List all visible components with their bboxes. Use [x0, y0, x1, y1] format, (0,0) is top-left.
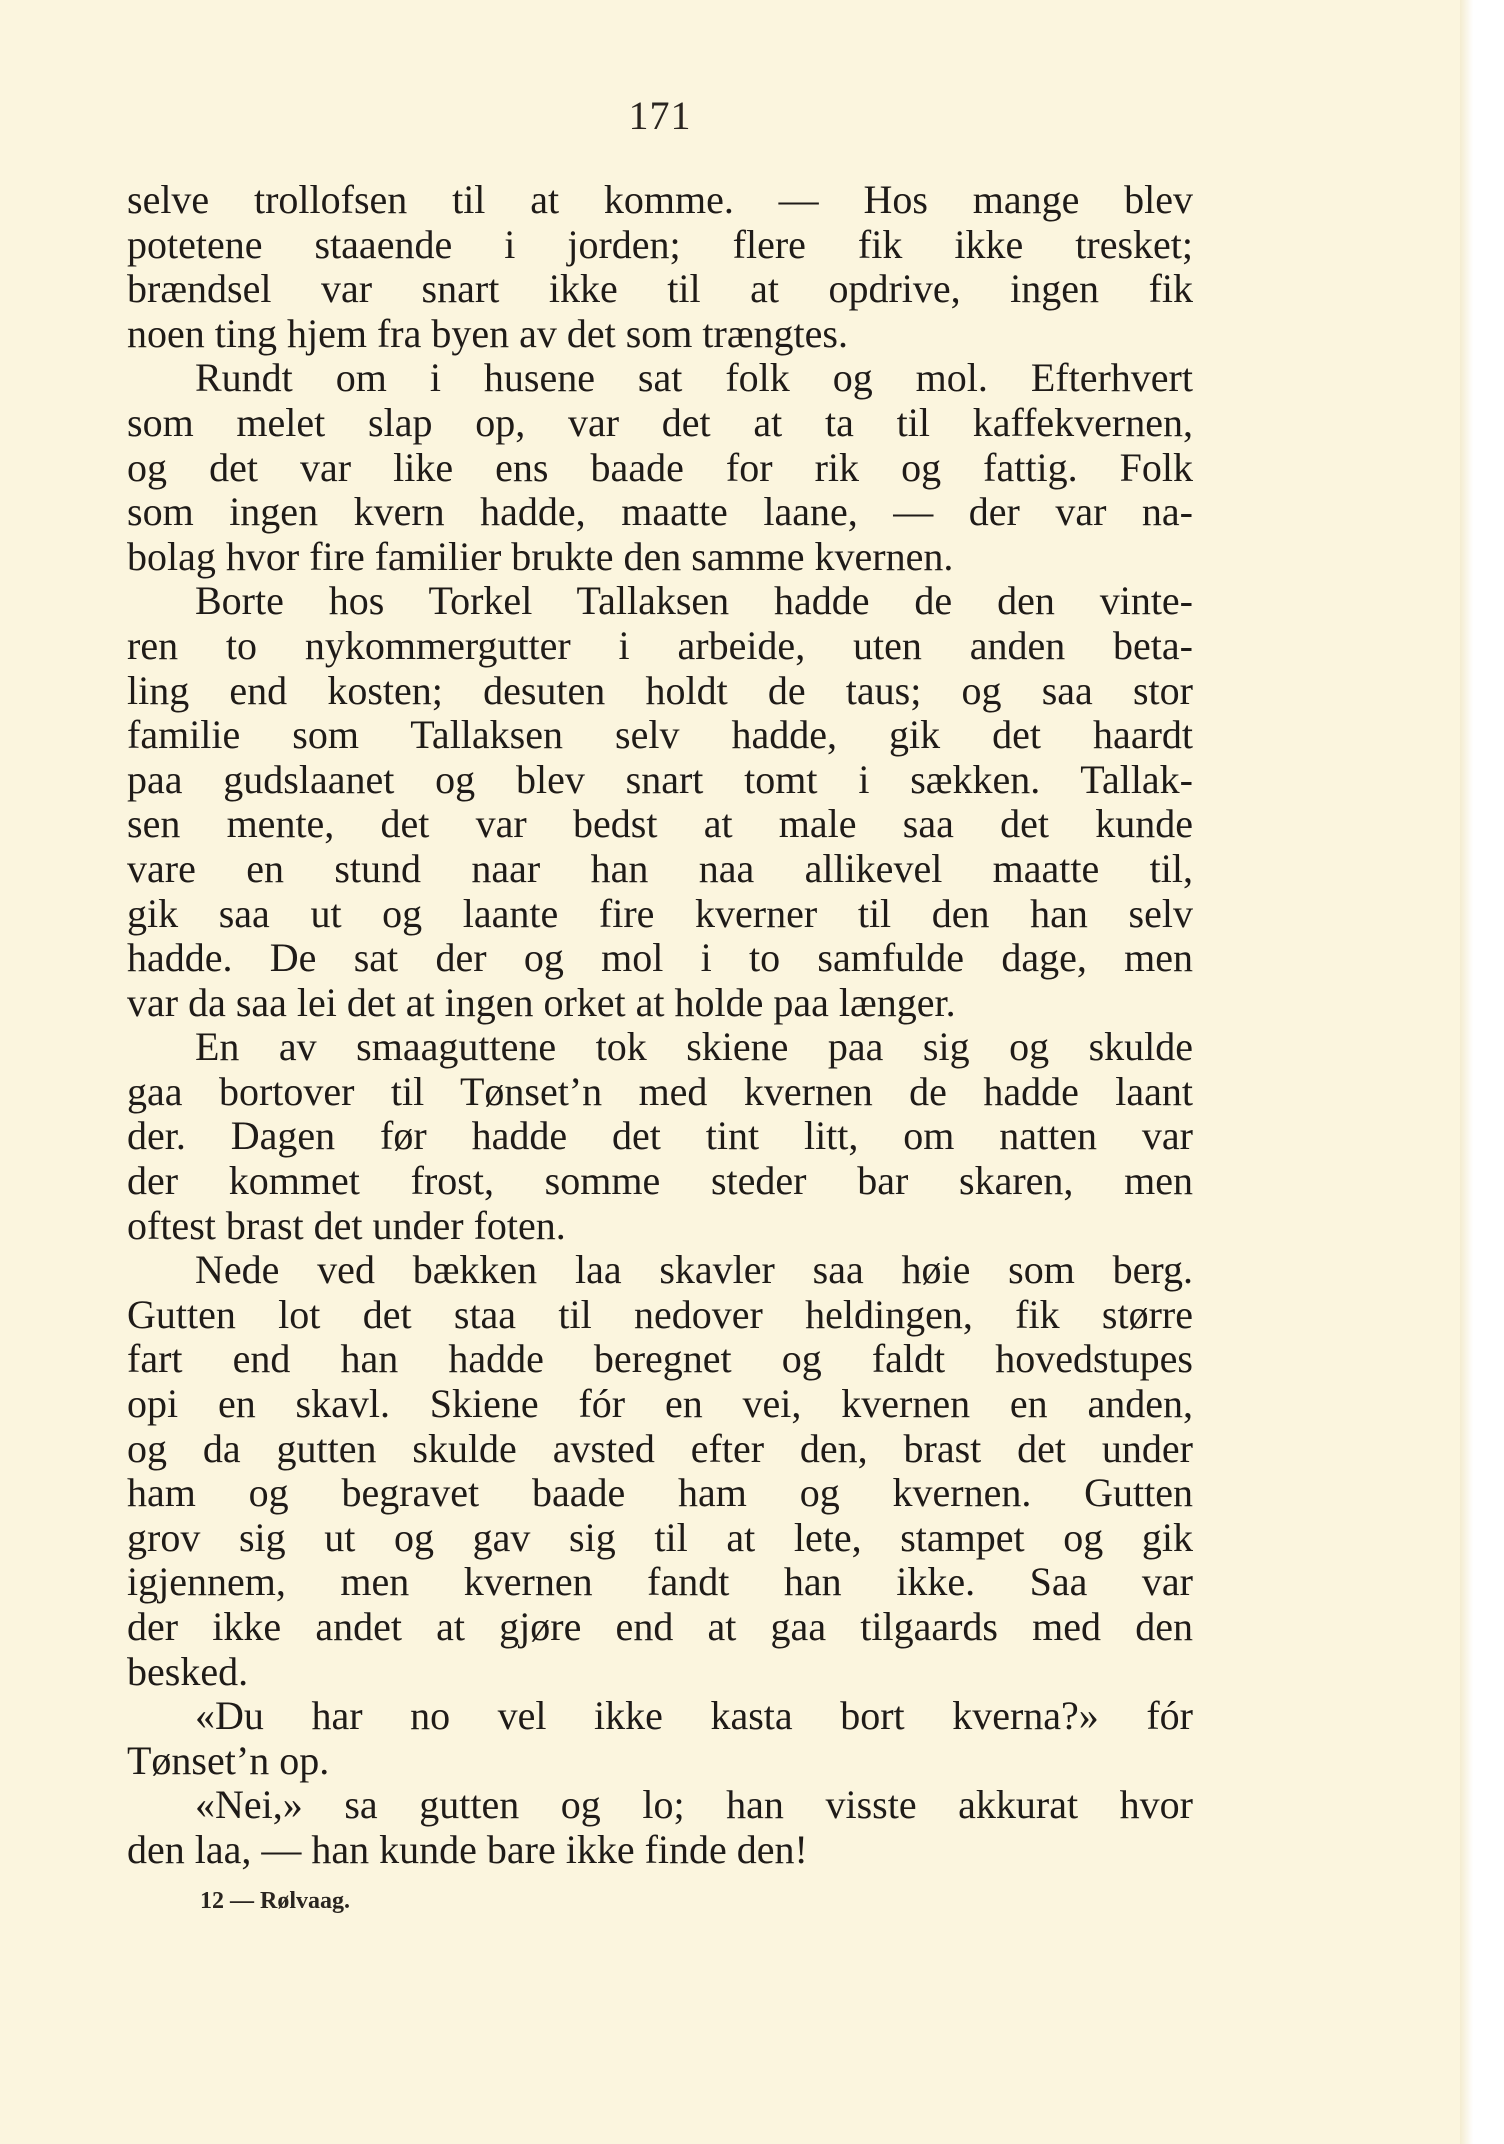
- text-line: vare en stund naar han naa allikevel maatte til,: [127, 845, 1193, 891]
- text-line: brændsel var snart ikke til at opdrive, ingen fik: [127, 266, 1193, 312]
- text-line: ham og begravet baade ham og kvernen. Gutten: [127, 1470, 1193, 1516]
- text-line: noen ting hjem fra byen av det som trængtes.: [127, 310, 848, 356]
- text-line: grov sig ut og gav sig til at lete, stampet og gik: [127, 1514, 1193, 1560]
- text-line: familie som Tallaksen selv hadde, gik det haardt: [127, 712, 1193, 758]
- text-line: bolag hvor fire familier brukte den samme kvernen.: [127, 533, 954, 579]
- text-line: Tønset’n op.: [127, 1737, 330, 1783]
- text-line: fart end han hadde beregnet og faldt hovedstupes: [127, 1336, 1193, 1382]
- text-line: Borte hos Torkel Tallaksen hadde de den vinte-: [195, 578, 1193, 624]
- text-line: ling end kosten; desuten holdt de taus; og saa stor: [127, 667, 1193, 713]
- text-line: der kommet frost, somme steder bar skaren, men: [127, 1158, 1193, 1204]
- text-line: gik saa ut og laante fire kverner til den han selv: [127, 890, 1193, 936]
- text-line: igjennem, men kvernen fandt han ikke. Saa var: [127, 1559, 1193, 1605]
- text-line: «Nei,» sa gutten og lo; han visste akkurat hvor: [195, 1782, 1193, 1828]
- text-line: gaa bortover til Tønset’n med kvernen de hadde laant: [127, 1068, 1193, 1114]
- text-line: ren to nykommergutter i arbeide, uten anden beta-: [127, 622, 1193, 668]
- text-line: og da gutten skulde avsted efter den, brast det under: [127, 1425, 1193, 1471]
- scan-edge: [1460, 0, 1504, 2144]
- text-line: og det var like ens baade for rik og fattig. Folk: [127, 444, 1193, 490]
- text-line: besked.: [127, 1648, 249, 1694]
- text-line: potetene staaende i jorden; flere fik ikke tresket;: [127, 221, 1193, 267]
- text-line: paa gudslaanet og blev snart tomt i sækken. Tallak-: [127, 756, 1193, 802]
- text-line: som ingen kvern hadde, maatte laane, — der var na-: [127, 489, 1193, 535]
- text-line: hadde. De sat der og mol i to samfulde dage, men: [127, 935, 1193, 981]
- signature-footnote: 12 — Rølvaag.: [200, 1888, 350, 1914]
- text-line: selve trollofsen til at komme. — Hos mange blev: [127, 177, 1193, 222]
- text-line: En av smaaguttene tok skiene paa sig og skulde: [195, 1024, 1193, 1070]
- text-line: Rundt om i husene sat folk og mol. Efterhvert: [195, 355, 1193, 401]
- text-line: sen mente, det var bedst at male saa det kunde: [127, 801, 1193, 847]
- text-line: var da saa lei det at ingen orket at holde paa længer.: [127, 979, 956, 1025]
- text-line: «Du har no vel ikke kasta bort kverna?» fór: [195, 1693, 1193, 1739]
- text-line: som melet slap op, var det at ta til kaffekvernen,: [127, 399, 1193, 445]
- text-line: Gutten lot det staa til nedover heldingen, fik større: [127, 1291, 1193, 1337]
- page-number: 171: [628, 93, 692, 138]
- text-line: der ikke andet at gjøre end at gaa tilgaards med den: [127, 1604, 1193, 1649]
- text-line: Nede ved bækken laa skavler saa høie som berg.: [195, 1247, 1193, 1293]
- text-line: der. Dagen før hadde det tint litt, om natten var: [127, 1113, 1193, 1159]
- text-line: den laa, — han kunde bare ikke finde den!: [127, 1826, 808, 1872]
- text-line: opi en skavl. Skiene fór en vei, kvernen en anden,: [127, 1381, 1193, 1427]
- text-line: oftest brast det under foten.: [127, 1202, 566, 1248]
- body-text: [127, 178, 1193, 1873]
